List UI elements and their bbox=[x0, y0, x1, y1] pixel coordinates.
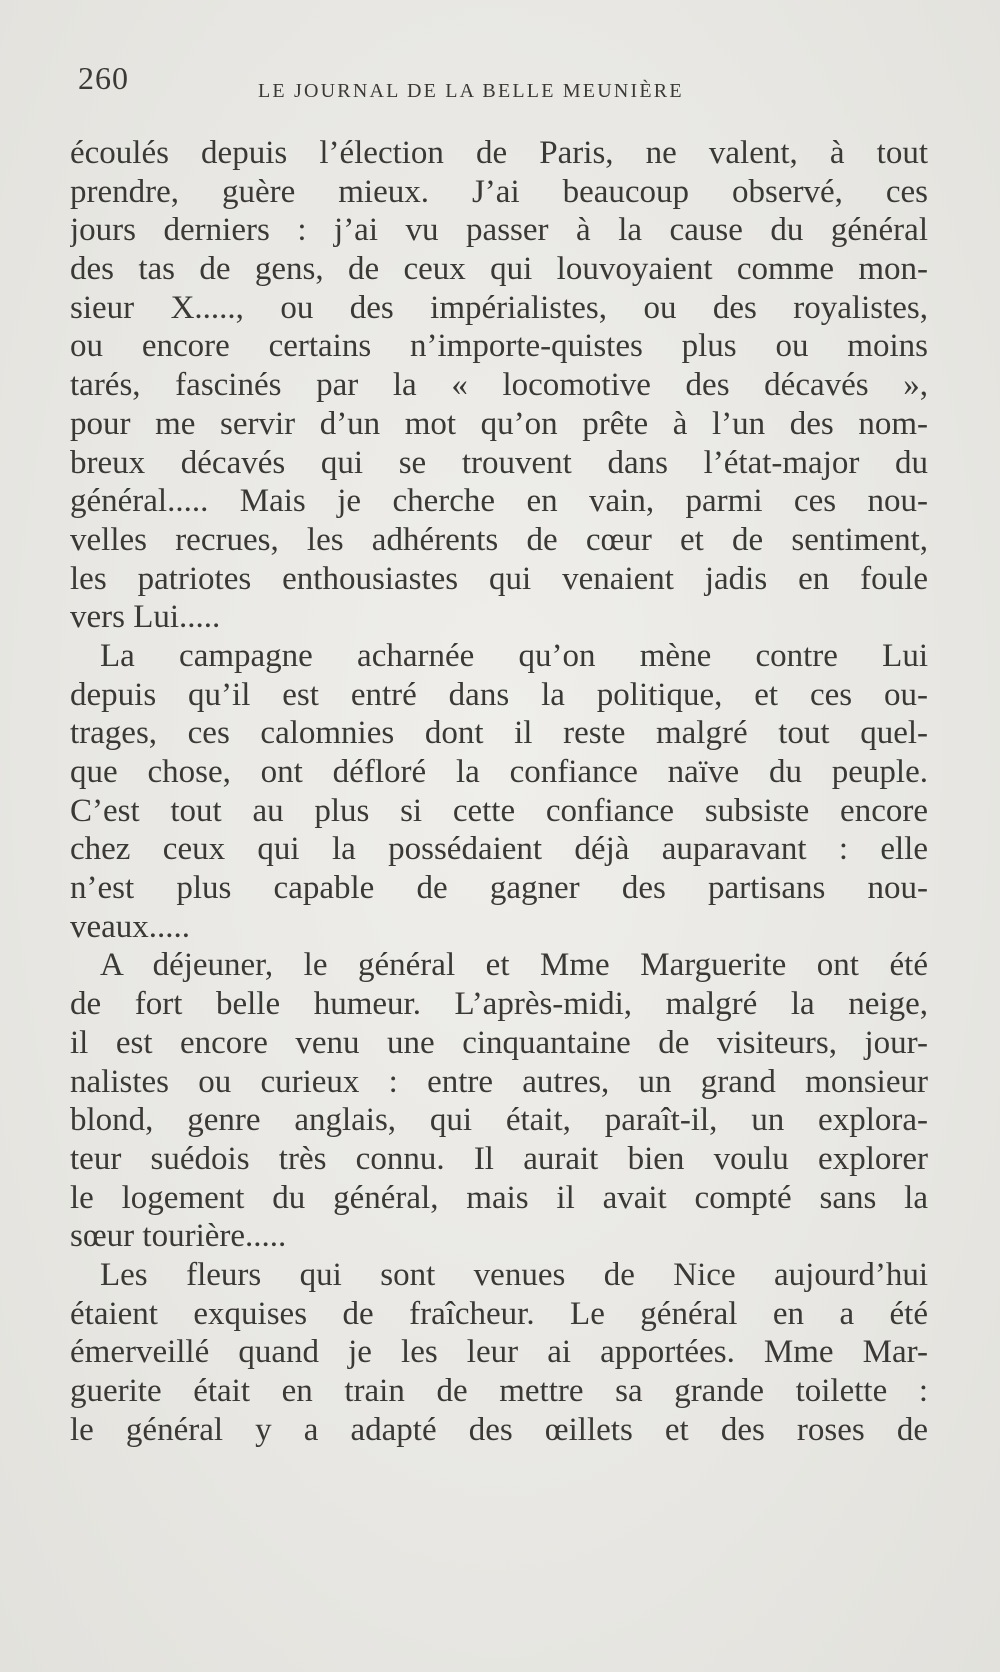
text-line: des tas de gens, de ceux qui louvoyaient comme mon- bbox=[70, 251, 928, 288]
text-line: veaux..... bbox=[70, 908, 191, 945]
text-line: écoulés depuis l’élection de Paris, ne valent, à tout bbox=[70, 135, 928, 171]
paragraph bbox=[70, 946, 928, 1256]
text-line: les patriotes enthousiastes qui venaient jadis en foule bbox=[70, 560, 928, 597]
text-line: nalistes ou curieux : entre autres, un grand monsieur bbox=[70, 1063, 928, 1100]
text-line: depuis qu’il est entré dans la politique, et ces ou- bbox=[70, 676, 928, 713]
text-line: guerite était en train de mettre sa grande toilette : bbox=[70, 1373, 928, 1409]
text-line: sœur tourière..... bbox=[70, 1218, 287, 1255]
text-line: le général y a adapté des œillets et des roses de bbox=[70, 1411, 928, 1448]
text-line: breux décavés qui se trouvent dans l’état-major du bbox=[70, 444, 928, 481]
text-line: vers Lui..... bbox=[70, 599, 221, 636]
text-line: le logement du général, mais il avait compté sans la bbox=[70, 1179, 928, 1216]
page-number: 260 bbox=[78, 60, 129, 96]
text-body bbox=[70, 134, 928, 1449]
paragraph bbox=[70, 1256, 928, 1449]
text-line: prendre, guère mieux. J’ai beaucoup observé, ces bbox=[70, 173, 928, 210]
text-line: n’est plus capable de gagner des partisans nou- bbox=[70, 870, 928, 907]
text-line: A déjeuner, le général et Mme Marguerite ont été bbox=[100, 947, 928, 984]
text-line: étaient exquises de fraîcheur. Le général en a été bbox=[70, 1295, 928, 1332]
text-line: C’est tout au plus si cette confiance subsiste encore bbox=[70, 792, 928, 829]
text-line: que chose, ont défloré la confiance naïve du peuple. bbox=[70, 754, 928, 790]
text-line: velles recrues, les adhérents de cœur et de sentiment, bbox=[70, 521, 928, 558]
text-line: La campagne acharnée qu’on mène contre Lui bbox=[100, 637, 928, 674]
text-line: sieur X....., ou des impérialistes, ou des royalistes, bbox=[70, 289, 928, 326]
text-line: jours derniers : j’ai vu passer à la cause du général bbox=[70, 212, 928, 249]
text-line: général..... Mais je cherche en vain, parmi ces nou- bbox=[70, 483, 928, 520]
running-head bbox=[78, 60, 878, 100]
text-line: pour me servir d’un mot qu’on prête à l’un des nom- bbox=[70, 405, 928, 442]
running-title: LE JOURNAL DE LA BELLE MEUNIÈRE bbox=[258, 80, 684, 102]
text-line: ou encore certains n’importe-quistes plus ou moins bbox=[70, 328, 928, 365]
text-line: Les fleurs qui sont venues de Nice aujourd’hui bbox=[100, 1256, 928, 1293]
text-line: de fort belle humeur. L’après-midi, malgré la neige, bbox=[70, 986, 928, 1023]
text-line: tarés, fascinés par la « locomotive des décavés », bbox=[70, 367, 928, 404]
text-line: chez ceux qui la possédaient déjà auparavant : elle bbox=[70, 831, 928, 868]
text-line: émerveillé quand je les leur ai apportées. Mme Mar- bbox=[70, 1334, 928, 1371]
paragraph bbox=[70, 134, 928, 637]
paragraph bbox=[70, 637, 928, 947]
text-line: il est encore venu une cinquantaine de visiteurs, jour- bbox=[70, 1024, 928, 1061]
text-line: trages, ces calomnies dont il reste malgré tout quel- bbox=[70, 715, 928, 752]
text-line: teur suédois très connu. Il aurait bien voulu explorer bbox=[70, 1140, 928, 1177]
text-line: blond, genre anglais, qui était, paraît-il, un explora- bbox=[70, 1102, 928, 1139]
